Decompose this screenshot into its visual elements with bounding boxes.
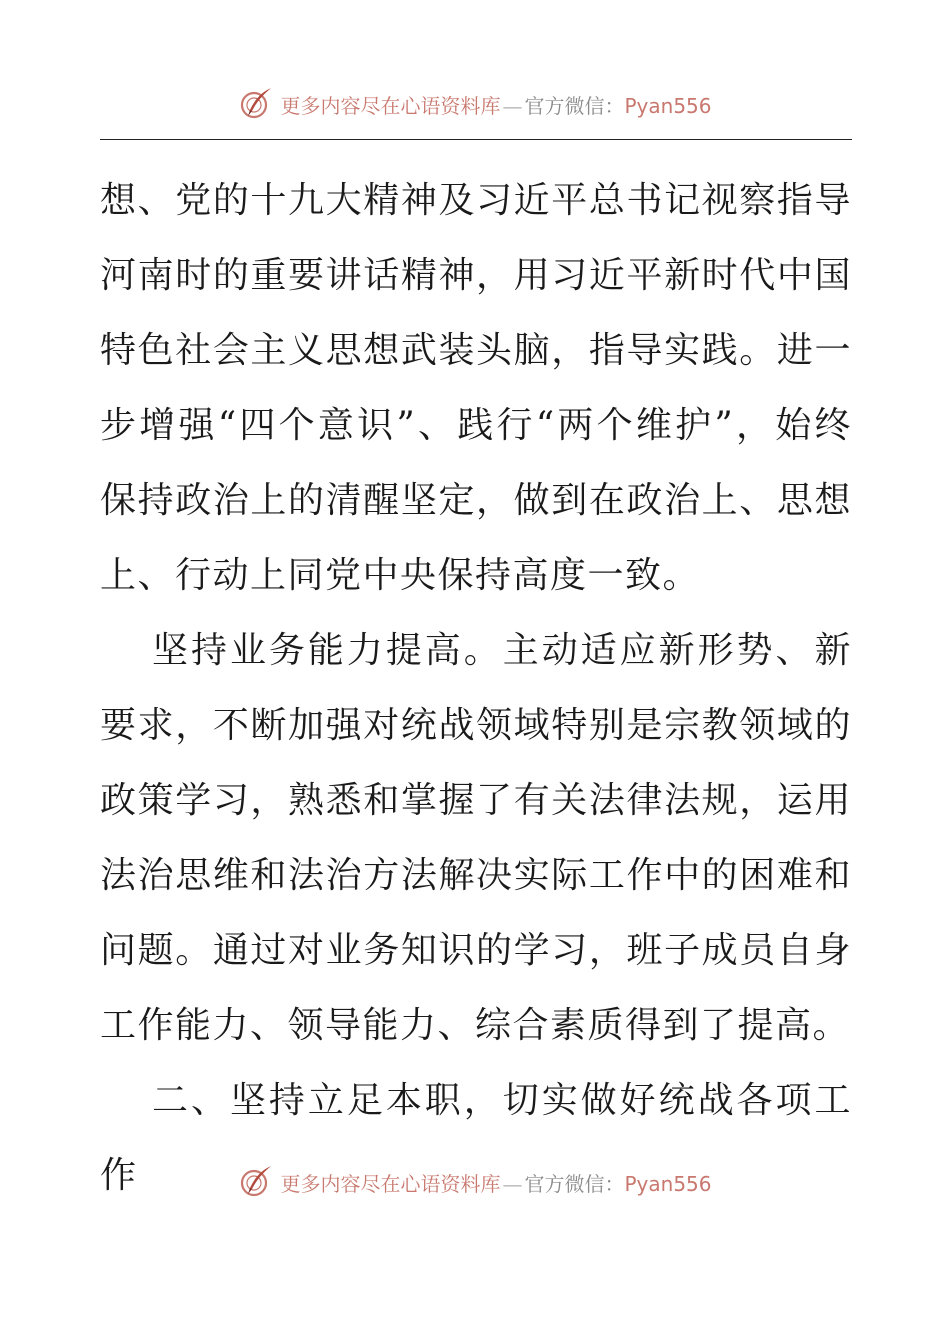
header-separator: — xyxy=(502,93,523,118)
header-divider xyxy=(100,139,852,140)
footer-separator: — xyxy=(502,1171,523,1196)
footer-official-label: 官方微信： xyxy=(524,1171,625,1196)
header-banner xyxy=(0,84,950,124)
quill-logo-icon xyxy=(238,86,274,122)
paragraph-business-ability: 坚持业务能力提高。主动适应新形势、新要求，不断加强对统战领域特别是宗教领域的政策学习，熟悉和掌握了有关法律法规，运用法治思维和法治方法解决实际工作中的困难和问题。通过对业务知识的学习，班子成员自身工作能力、领导能力、综合素质得到了提高。 xyxy=(100,630,852,1046)
footer-banner-text xyxy=(280,1168,711,1197)
section-heading-two: 二、坚持立足本职，切实做好统战各项工作 xyxy=(100,1080,852,1196)
footer-brand: 更多内容尽在心语资料库 xyxy=(280,1171,501,1196)
header-wechat-id: Pyan556 xyxy=(624,93,712,118)
header-brand: 更多内容尽在心语资料库 xyxy=(280,93,501,118)
header-banner-text xyxy=(280,90,711,119)
footer-wechat-id: Pyan556 xyxy=(624,1171,712,1196)
paragraph-continuation: 想、党的十九大精神及习近平总书记视察指导河南时的重要讲话精神，用习近平新时代中国特色社会主义思想武装头脑，指导实践。进一步增强“四个意识”、践行“两个维护”，始终保持政治上的清醒坚定，做到在政治上、思想上、行动上同党中央保持高度一致。 xyxy=(100,180,852,596)
footer-banner xyxy=(0,1162,950,1202)
quill-logo-icon xyxy=(238,1164,274,1200)
header-official-label: 官方微信： xyxy=(524,93,625,118)
document-body xyxy=(100,163,852,1213)
